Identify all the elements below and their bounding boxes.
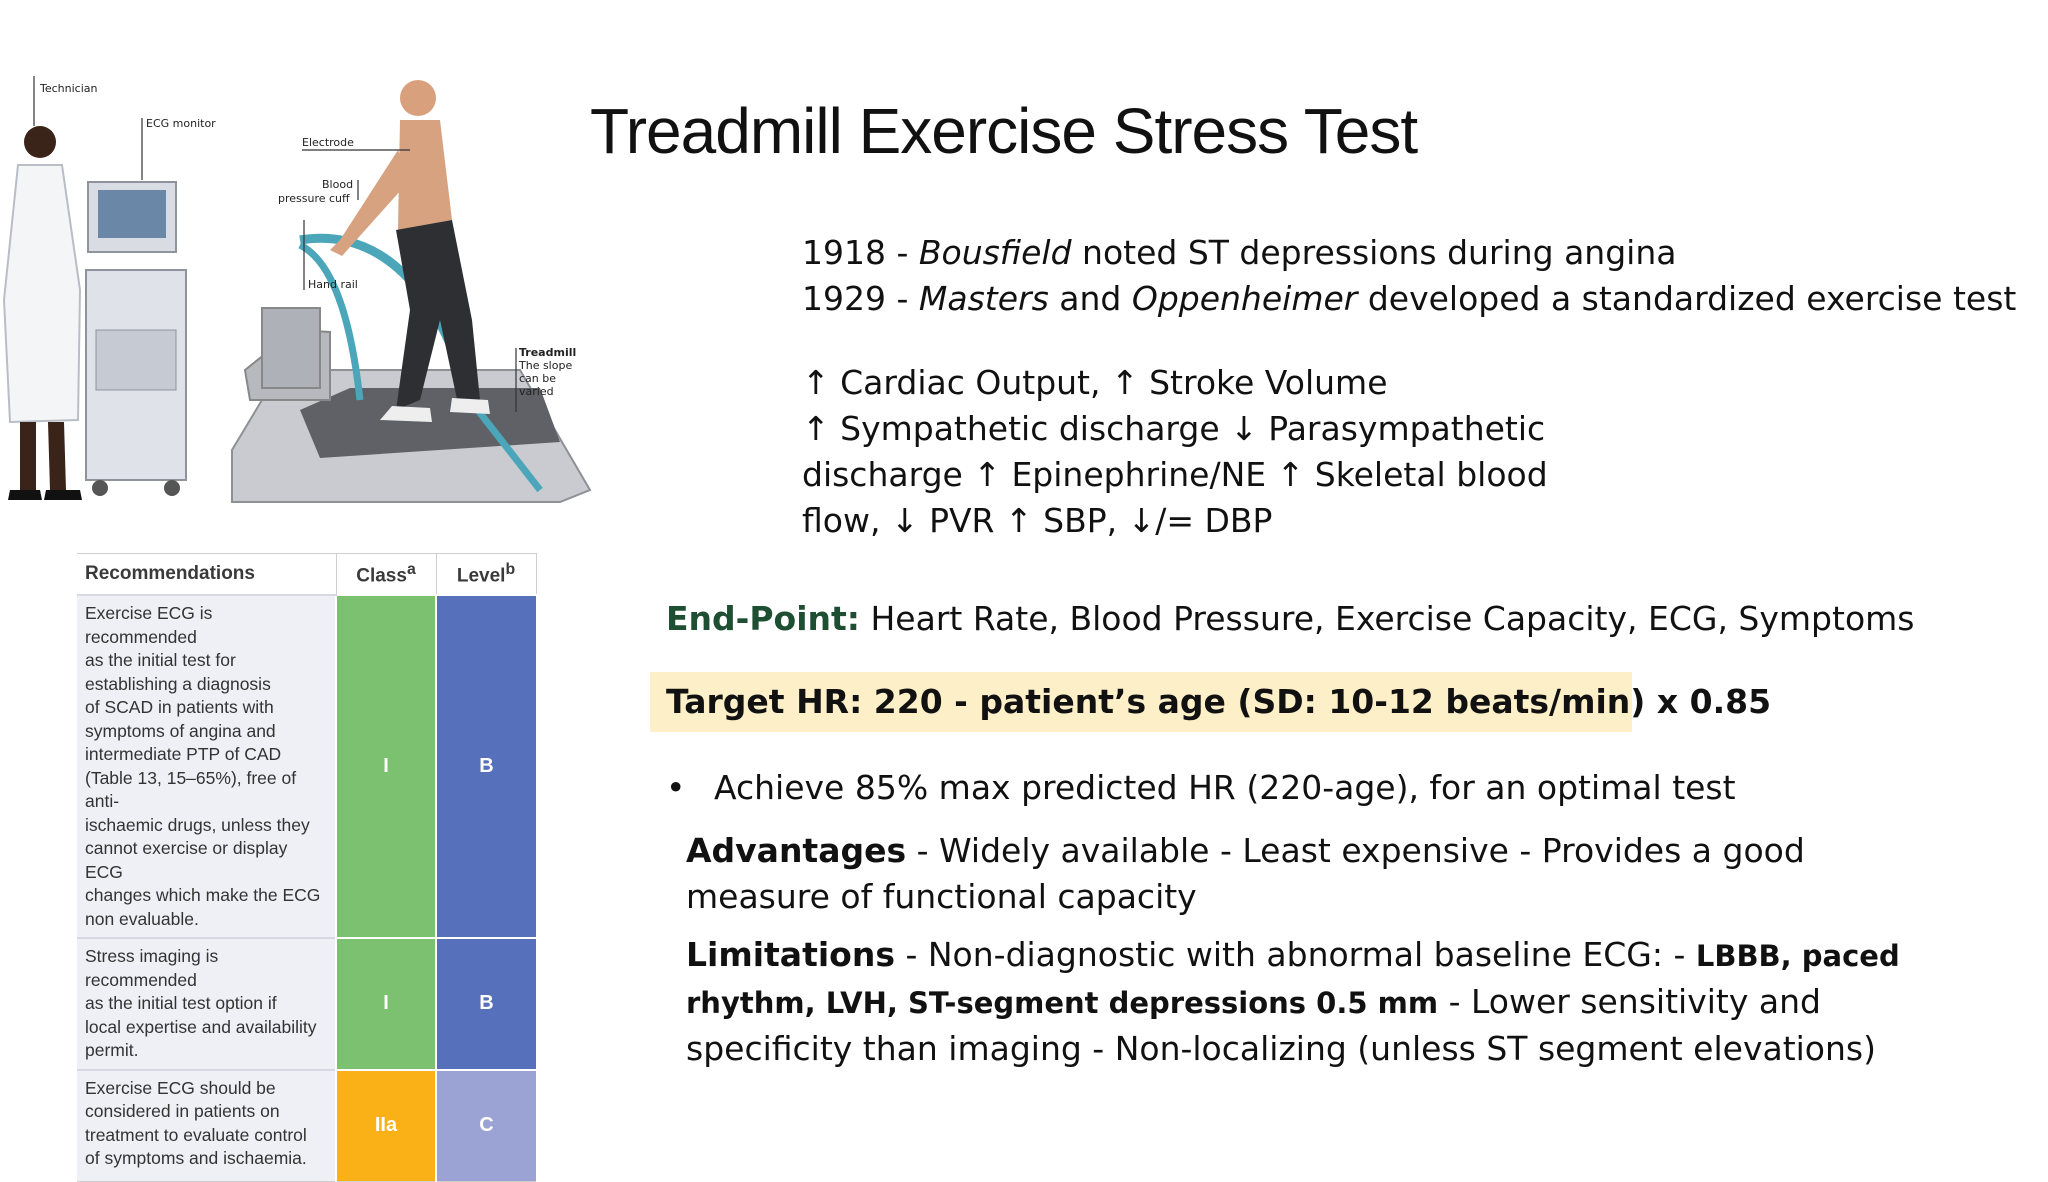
history-name: Masters (918, 279, 1049, 318)
label-bp-cuff-line1: Blood (322, 178, 354, 191)
rec-line: intermediate PTP of CAD (85, 744, 282, 764)
rec-line: cannot exercise or display ECG (85, 838, 288, 882)
header-class-sup: a (406, 560, 416, 578)
end-point-line (666, 596, 1914, 642)
rec-line: considered in patients on (85, 1101, 280, 1121)
recommendation-text (77, 1070, 336, 1182)
advantages-label: Advantages (686, 831, 907, 870)
limitations-text: specificity than imaging - Non-localizing (unless ST segment elevations) (686, 1029, 1876, 1068)
label-technician: Technician (40, 82, 98, 95)
history-text: and (1048, 279, 1132, 318)
advantages-text: - Widely available - Least expensive - Provides a good (906, 831, 1805, 870)
label-electrode: Electrode (302, 136, 354, 149)
effects-line: ↑ Sympathetic discharge ↓ Parasympathetic (802, 409, 1546, 448)
recommendations-table (77, 553, 537, 1182)
class-cell: I (336, 595, 436, 938)
rec-line: non evaluable. (85, 908, 199, 929)
target-hr-box (650, 672, 1772, 732)
history-text: developed a standardized exercise test (1357, 279, 2017, 318)
table-row (77, 595, 536, 938)
history-text: noted ST depressions during angina (1071, 233, 1677, 272)
effects-line: flow, ↓ PVR ↑ SBP, ↓/= DBP (802, 501, 1273, 540)
slide-title: Treadmill Exercise Stress Test (590, 95, 1418, 167)
limitations-bold-text: LBBB, paced (1695, 939, 1900, 973)
table-row (77, 938, 536, 1070)
rec-line: permit. (85, 1040, 139, 1060)
recommendation-text (77, 595, 336, 938)
history-block (802, 230, 2016, 322)
rec-line: (Table 13, 15–65%), free of anti- (85, 767, 297, 811)
rec-line: treatment to evaluate control (85, 1124, 307, 1145)
rec-line: Exercise ECG should be (85, 1077, 276, 1098)
table-header-row (77, 554, 536, 596)
level-cell: B (436, 595, 536, 938)
label-bp-cuff-line2: pressure cuff (278, 192, 350, 205)
rec-line: local expertise and availability (85, 1016, 317, 1037)
header-level-sup: b (505, 560, 516, 578)
rec-line: establishing a diagnosis (85, 673, 271, 694)
class-cell: IIa (336, 1070, 436, 1182)
limitations-text: - Non-diagnostic with abnormal baseline ECG: - (894, 935, 1696, 974)
label-slope-line1: The slope (519, 359, 573, 372)
rec-line: of symptoms and ischaemia. (85, 1148, 307, 1168)
rec-line: Stress imaging is recommended (85, 946, 219, 990)
label-slope-line2: can be (519, 372, 557, 385)
header-class-label: Class (356, 565, 407, 587)
level-cell: C (436, 1070, 536, 1182)
history-year: 1929 - (802, 279, 919, 318)
effects-line: discharge ↑ Epinephrine/NE ↑ Skeletal blood (802, 455, 1548, 494)
rec-line: symptoms of angina and (85, 720, 276, 741)
history-line-1929 (802, 276, 2016, 322)
header-level-label: Level (456, 565, 506, 587)
label-slope-line3: varied (519, 385, 554, 398)
history-year: 1918 - (802, 233, 919, 272)
limitations-bold-text: rhythm, LVH, ST-segment depressions 0.5 mm (686, 986, 1439, 1020)
end-point-label: End-Point: (666, 599, 860, 638)
rec-line: changes which make the ECG (85, 885, 321, 905)
bullet-item (666, 765, 1736, 811)
bullet-symbol: • (666, 768, 686, 807)
history-line-1918 (802, 230, 2016, 276)
advantages-block (686, 828, 1805, 920)
level-cell: B (436, 938, 536, 1070)
header-level (436, 554, 536, 596)
label-ecg-monitor: ECG monitor (146, 117, 216, 130)
rec-line: Exercise ECG is recommended (85, 603, 213, 647)
physiological-effects (802, 360, 1548, 544)
rec-line: as the initial test option if (85, 993, 277, 1013)
table-row (77, 1070, 536, 1182)
bullet-text: Achieve 85% max predicted HR (220-age), for an optimal test (714, 768, 1736, 807)
limitations-block (686, 932, 1900, 1072)
technician-figure (4, 126, 82, 500)
header-recommendations: Recommendations (77, 554, 336, 596)
label-hand-rail: Hand rail (308, 278, 358, 291)
effects-line: ↑ Cardiac Output, ↑ Stroke Volume (802, 363, 1388, 402)
header-class (336, 554, 436, 596)
end-point-text: Heart Rate, Blood Pressure, Exercise Capacity, ECG, Symptoms (860, 599, 1915, 638)
history-name: Bousfield (918, 233, 1072, 272)
label-treadmill: Treadmill (519, 346, 577, 359)
limitations-text: - Lower sensitivity and (1438, 982, 1821, 1021)
limitations-label: Limitations (686, 935, 895, 974)
ecg-station (86, 182, 186, 496)
rec-line: of SCAD in patients with (85, 697, 274, 717)
recommendation-text (77, 938, 336, 1070)
treadmill-illustration (0, 70, 600, 510)
advantages-text: measure of functional capacity (686, 877, 1197, 916)
history-name: Oppenheimer (1131, 279, 1358, 318)
target-hr-formula: Target HR: 220 - patient’s age (SD: 10-12 beats/min) x 0.85 (666, 682, 1772, 721)
class-cell: I (336, 938, 436, 1070)
rec-line: ischaemic drugs, unless they (85, 814, 310, 835)
rec-line: as the initial test for (85, 650, 236, 670)
